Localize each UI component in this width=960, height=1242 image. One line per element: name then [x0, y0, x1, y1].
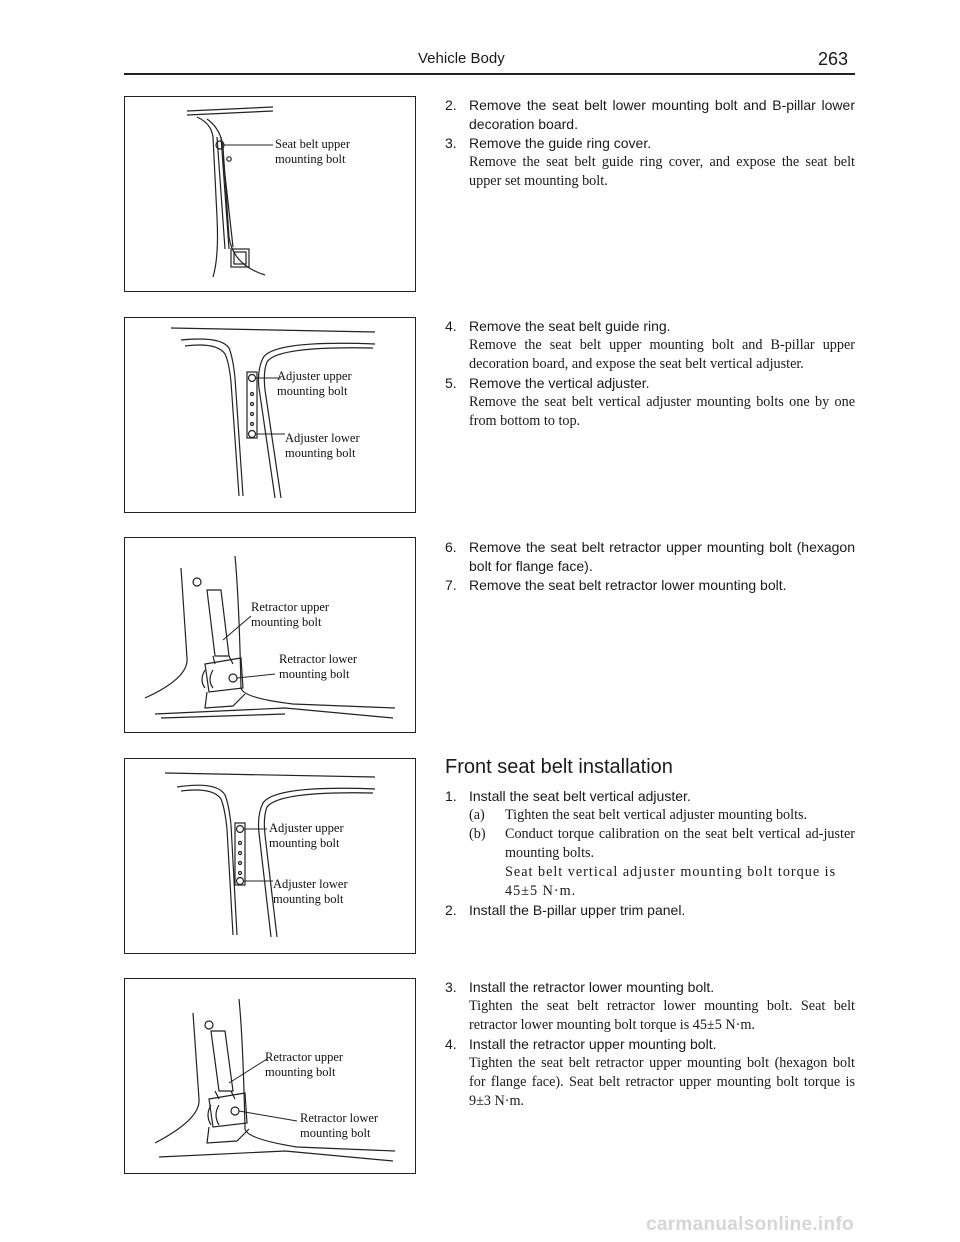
retractor-drawing [125, 538, 415, 732]
callout-text: Adjuster upper mounting bolt [277, 369, 352, 398]
step-4 [445, 317, 855, 336]
step-number: 6. [445, 539, 457, 555]
b-pillar-drawing [125, 97, 415, 291]
callout-adjuster-lower-bolt [285, 431, 360, 461]
substep-label: (b) [469, 826, 486, 842]
step-number: 2. [445, 902, 457, 918]
step-text: Remove the seat belt lower mounting bolt and B-pillar lower decoration board. [469, 97, 855, 132]
callout-retractor-upper-bolt [251, 600, 329, 630]
callout-adjuster-lower-bolt [273, 877, 348, 907]
watermark: carmanualsonline.info [646, 1214, 854, 1235]
header-rule [124, 73, 855, 75]
substep-a [445, 806, 855, 825]
step-text: Remove the seat belt retractor upper mounting bolt (hexagon bolt for flange face). [469, 539, 855, 574]
step-number: 2. [445, 97, 457, 113]
step-3-description: Tighten the seat belt retractor lower mounting bolt. Seat belt retractor lower mounting bolt torque is 45±5 N·m. [469, 998, 855, 1033]
step-5 [445, 374, 855, 393]
step-5-description: Remove the seat belt vertical adjuster mounting bolts one by one from bottom to top. [469, 394, 855, 429]
step-number: 3. [445, 979, 457, 995]
step-6 [445, 538, 855, 576]
callout-adjuster-upper-bolt [269, 821, 344, 851]
step-text: Remove the seat belt guide ring. [469, 318, 671, 334]
substep-b [445, 825, 855, 863]
installation-steps-1-2 [445, 787, 855, 920]
callout-text: Retractor upper mounting bolt [265, 1050, 344, 1079]
step-text: Install the retractor lower mounting bolt. [469, 979, 715, 995]
figure-retractor-removal [124, 537, 416, 733]
figure-seat-belt-upper-bolt [124, 96, 416, 292]
substep-text: Conduct torque calibration on the seat belt vertical ad-juster mounting bolts. [505, 826, 855, 861]
step-number: 7. [445, 577, 457, 593]
callout-retractor-lower-bolt [300, 1111, 378, 1141]
callout-text: Adjuster lower mounting bolt [285, 431, 360, 460]
header-title: Vehicle Body [418, 50, 505, 67]
step-text: Remove the guide ring cover. [469, 135, 652, 151]
step-text: Install the seat belt vertical adjuster. [469, 788, 691, 804]
figure-retractor-install [124, 978, 416, 1174]
callout-text: Retractor upper mounting bolt [251, 600, 330, 629]
step-text: Remove the seat belt retractor lower mounting bolt. [469, 577, 787, 593]
figure-adjuster-install [124, 758, 416, 954]
substep-text: Tighten the seat belt vertical adjuster mounting bolts. [505, 807, 808, 823]
torque-spec: Seat belt vertical adjuster mounting bolt torque is 45±5 N·m. [505, 864, 837, 899]
step-4 [445, 1035, 855, 1054]
substep-label: (a) [469, 807, 485, 823]
callout-adjuster-upper-bolt [277, 369, 352, 399]
callout-text: Adjuster lower mounting bolt [273, 877, 348, 906]
step-text: Install the B-pillar upper trim panel. [469, 902, 686, 918]
step-text: Remove the vertical adjuster. [469, 375, 650, 391]
step-text: Install the retractor upper mounting bolt. [469, 1036, 717, 1052]
callout-text: Seat belt upper mounting bolt [275, 137, 350, 166]
removal-steps-6-7 [445, 538, 855, 595]
step-2 [445, 901, 855, 920]
installation-steps-3-4 [445, 978, 855, 1111]
step-3 [445, 134, 855, 153]
step-3 [445, 978, 855, 997]
callout-retractor-upper-bolt [265, 1050, 343, 1080]
step-7 [445, 576, 855, 595]
callout-text: Retractor lower mounting bolt [300, 1111, 379, 1140]
step-number: 3. [445, 135, 457, 151]
adjuster-install-drawing [125, 759, 415, 953]
page-number: 263 [818, 49, 849, 69]
step-4-description: Tighten the seat belt retractor upper mounting bolt (hexagon bolt for flange face). Seat belt retractor upper mounting bolt torque is 9±3 N·m. [469, 1055, 855, 1109]
step-4-description: Remove the seat belt upper mounting bolt and B-pillar upper decoration board, and expose the seat belt vertical adjuster. [469, 337, 855, 372]
callout-text: Retractor lower mounting bolt [279, 652, 358, 681]
step-2 [445, 96, 855, 134]
step-number: 1. [445, 788, 457, 804]
removal-steps-4-5 [445, 317, 855, 431]
adjuster-drawing [125, 318, 415, 512]
step-number: 4. [445, 318, 457, 334]
callout-text: Adjuster upper mounting bolt [269, 821, 344, 850]
figure-adjuster-removal [124, 317, 416, 513]
section-title: Front seat belt installation [445, 756, 673, 778]
step-1 [445, 787, 855, 806]
step-number: 5. [445, 375, 457, 391]
removal-steps-2-3 [445, 96, 855, 191]
step-number: 4. [445, 1036, 457, 1052]
callout-seat-belt-upper-bolt [275, 137, 350, 167]
step-3-description: Remove the seat belt guide ring cover, and expose the seat belt upper set mounting bolt. [469, 154, 855, 189]
callout-retractor-lower-bolt [279, 652, 357, 682]
